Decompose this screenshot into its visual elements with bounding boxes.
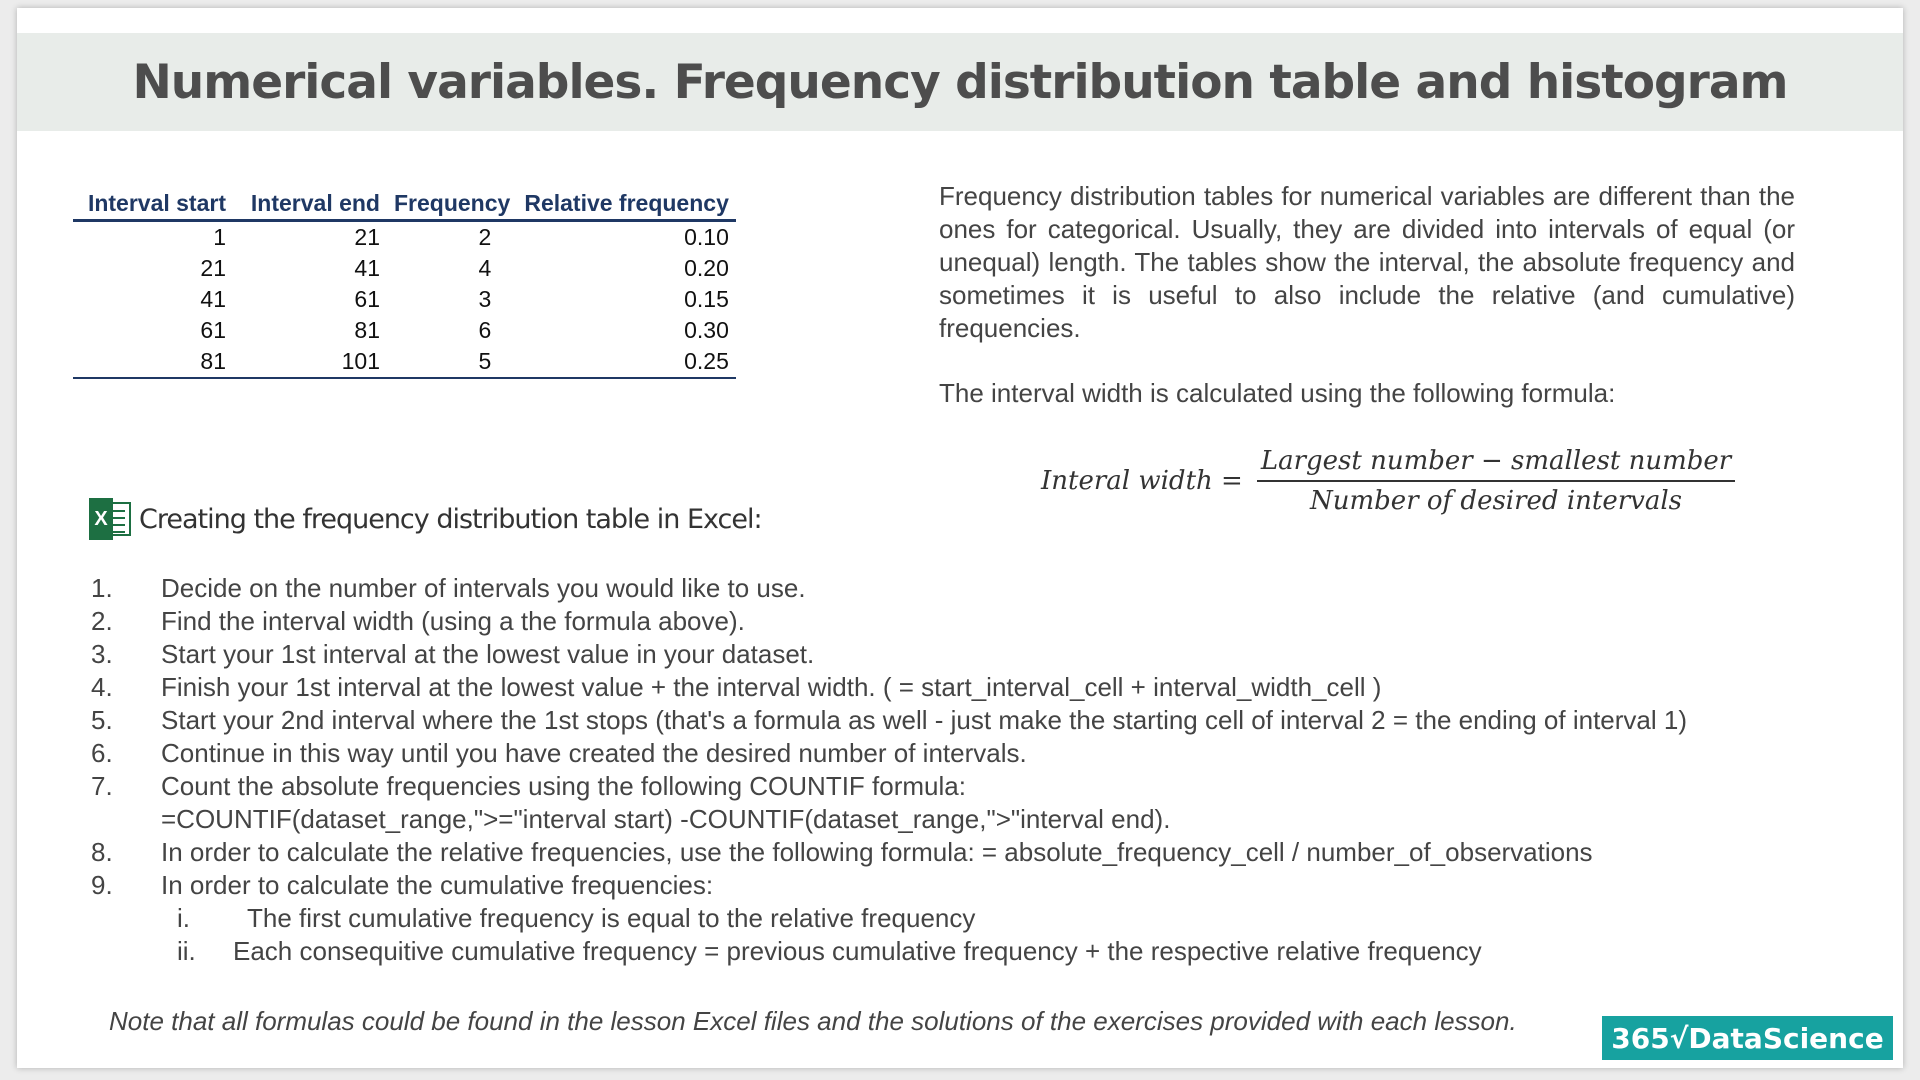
formula-lhs: Interal width =: [1041, 466, 1243, 496]
cell: 61: [200, 317, 226, 343]
cell: 101: [233, 346, 387, 378]
formula-denominator: Number of desired intervals: [1310, 486, 1683, 516]
header-relative-frequency: Relative frequency: [517, 188, 736, 221]
list-item: 3. Start your 1st interval at the lowest value in your dataset.: [91, 639, 815, 669]
excel-heading: [89, 498, 762, 540]
footnote: Note that all formulas could be found in the lesson Excel files and the solutions of the exercises provided with each lesson.: [109, 1006, 1517, 1036]
table-header-row: [73, 188, 736, 221]
sub-list-item: ii. Each consequitive cumulative frequency = previous cumulative frequency + the respective relative frequency: [177, 936, 1482, 966]
list-item: 2. Find the interval width (using a the formula above).: [91, 606, 745, 636]
cell: 81: [354, 317, 380, 343]
list-item: 9. In order to calculate the cumulative frequencies:: [91, 870, 714, 900]
table-row: [73, 315, 736, 346]
formula-fraction: [1257, 446, 1735, 516]
header-interval-end: Interval end: [233, 188, 387, 221]
header-interval-start: Interval start: [73, 188, 233, 221]
cell: 3: [478, 286, 492, 312]
cell: 61: [354, 286, 380, 312]
countif-formula-line: =COUNTIF(dataset_range,">="interval start) -COUNTIF(dataset_range,">"interval end).: [161, 804, 1171, 834]
excel-icon: X: [89, 498, 133, 540]
cell: 0.20: [684, 255, 729, 281]
cell: 1: [213, 224, 226, 250]
slide: [17, 8, 1903, 1068]
cell: 2: [478, 224, 492, 250]
cell: 21: [354, 224, 380, 250]
list-item: 8. In order to calculate the relative frequencies, use the following formula: = absolute_frequency_cell / number_of_observations: [91, 837, 1593, 867]
brand-logo: 365√DataScience: [1602, 1016, 1893, 1060]
table-row: [73, 284, 736, 315]
slide-title: Numerical variables. Frequency distribution table and histogram: [132, 54, 1788, 110]
excel-heading-text: Creating the frequency distribution table in Excel:: [139, 503, 762, 535]
list-item: 6. Continue in this way until you have created the desired number of intervals.: [91, 738, 1027, 768]
list-item: 1. Decide on the number of intervals you would like to use.: [91, 573, 806, 603]
cell: 0.10: [684, 224, 729, 250]
cell: 41: [354, 255, 380, 281]
steps-list: [91, 572, 1871, 968]
formula-numerator: Largest number − smallest number: [1257, 446, 1735, 482]
header-frequency: Frequency: [387, 188, 517, 221]
description-paragraph: Frequency distribution tables for numerical variables are different than the ones for categorical. Usually, they are divided into intervals of equal (or unequal) length. The tables show the interval, the absolute frequency and sometimes it is useful to also include the relative (and cumulative) frequencies.: [939, 181, 1795, 343]
interval-width-formula: [1041, 446, 1735, 516]
table-row: [73, 253, 736, 284]
list-item: 5. Start your 2nd interval where the 1st stops (that's a formula as well - just make the starting cell of interval 2 = the ending of interval 1): [91, 705, 1687, 735]
table-row: [73, 221, 736, 254]
cell: 5: [387, 346, 517, 378]
table-row: [73, 346, 736, 378]
frequency-table: [73, 188, 736, 379]
cell: 21: [200, 255, 226, 281]
list-item: 4. Finish your 1st interval at the lowest value + the interval width. ( = start_interval_cell + interval_width_cell ): [91, 672, 1382, 702]
sub-list-item: i. The first cumulative frequency is equal to the relative frequency: [177, 903, 976, 933]
cell: 0.15: [684, 286, 729, 312]
title-bar: [17, 33, 1903, 131]
cell: 0.30: [684, 317, 729, 343]
list-item: 7. Count the absolute frequencies using the following COUNTIF formula:: [91, 771, 966, 801]
cell: 4: [478, 255, 492, 281]
cell: 41: [200, 286, 226, 312]
cell: 0.25: [517, 346, 736, 378]
cell: 6: [478, 317, 492, 343]
formula-intro: The interval width is calculated using the following formula:: [939, 378, 1616, 408]
cell: 81: [73, 346, 233, 378]
